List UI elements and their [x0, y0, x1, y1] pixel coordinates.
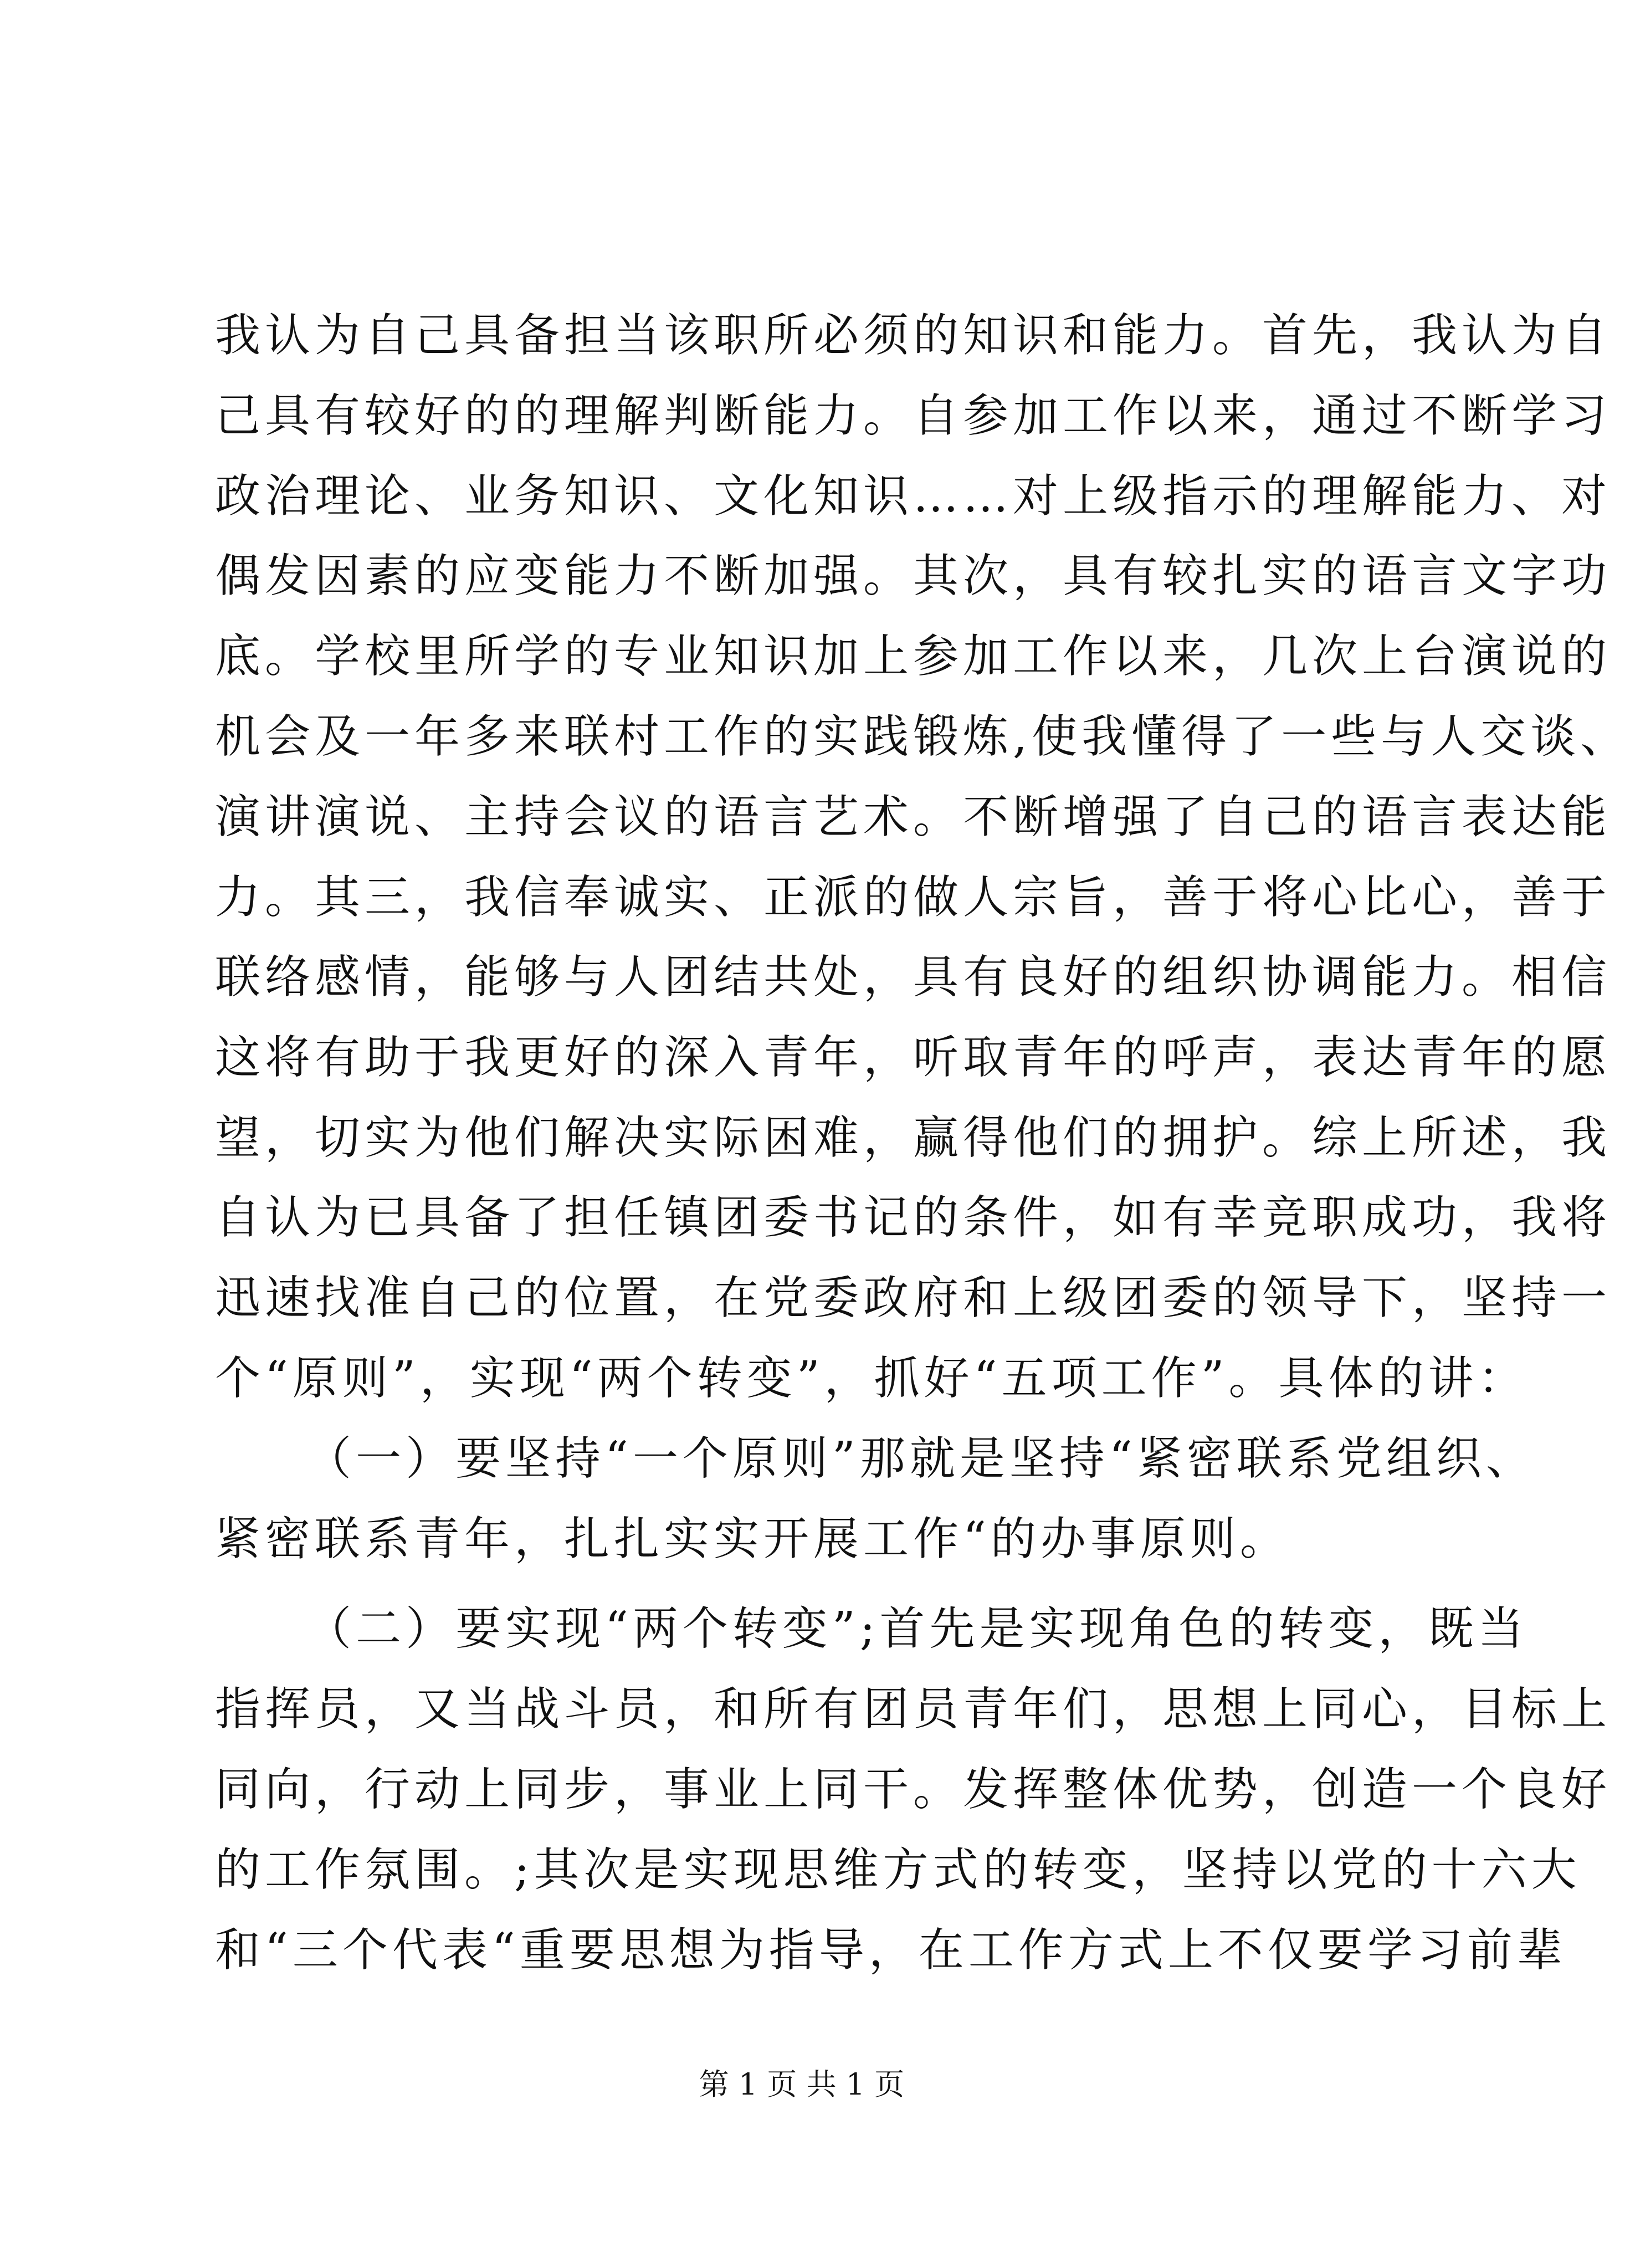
body-line: 演讲演说、主持会议的语言艺术。不断增强了自己的语言表达能 [215, 791, 1612, 843]
body-line: 和“三个代表“重要思想为指导，在工作方式上不仅要学习前辈 [215, 1924, 1567, 1977]
body-line: 个“原则”，实现“两个转变”，抓好“五项工作”。具体的讲： [215, 1352, 1528, 1405]
body-line: 迅速找准自己的位置，在党委政府和上级团委的领导下，坚持一 [215, 1272, 1612, 1324]
body-line: 指挥员，又当战斗员，和所有团员青年们，思想上同心，目标上 [215, 1683, 1612, 1735]
body-line: 望，切实为他们解决实际困难，赢得他们的拥护。综上所述，我 [215, 1112, 1612, 1164]
body-line: 联络感情，能够与人团结共处，具有良好的组织协调能力。相信 [215, 951, 1612, 1004]
paragraph-first-line: （二）要实现“两个转变”;首先是实现角色的转变，既当 [306, 1603, 1528, 1655]
body-line: 同向，行动上同步，事业上同干。发挥整体优势，创造一个良好 [215, 1763, 1612, 1816]
body-line: 这将有助于我更好的深入青年，听取青年的呼声，表达青年的愿 [215, 1031, 1612, 1084]
body-line: 自认为已具备了担任镇团委书记的条件，如有幸竞职成功，我将 [215, 1191, 1612, 1244]
body-line: 紧密联系青年，扎扎实实开展工作“的办事原则。 [215, 1513, 1290, 1565]
body-line: 我认为自己具备担当该职所必须的知识和能力。首先，我认为自 [215, 309, 1612, 362]
body-line: 底。学校里所学的专业知识加上参加工作以来，几次上台演说的 [215, 630, 1612, 683]
paragraph-first-line: （一）要坚持“一个原则”那就是坚持“紧密联系党组织、 [306, 1432, 1536, 1485]
body-line: 力。其三，我信奉诚实、正派的做人宗旨，善于将心比心，善于 [215, 871, 1612, 924]
body-line: 机会及一年多来联村工作的实践锻炼,使我懂得了一些与人交谈、 [215, 710, 1630, 763]
body-line: 偶发因素的应变能力不断加强。其次，具有较扎实的语言文字功 [215, 550, 1612, 602]
body-line: 政治理论、业务知识、文化知识……对上级指示的理解能力、对 [215, 470, 1612, 523]
body-line: 的工作氛围。;其次是实现思维方式的转变，坚持以党的十六大 [215, 1844, 1581, 1896]
page-footer: 第 1 页 共 1 页 [699, 2067, 905, 2102]
body-line: 己具有较好的的理解判断能力。自参加工作以来，通过不断学习 [215, 390, 1612, 442]
